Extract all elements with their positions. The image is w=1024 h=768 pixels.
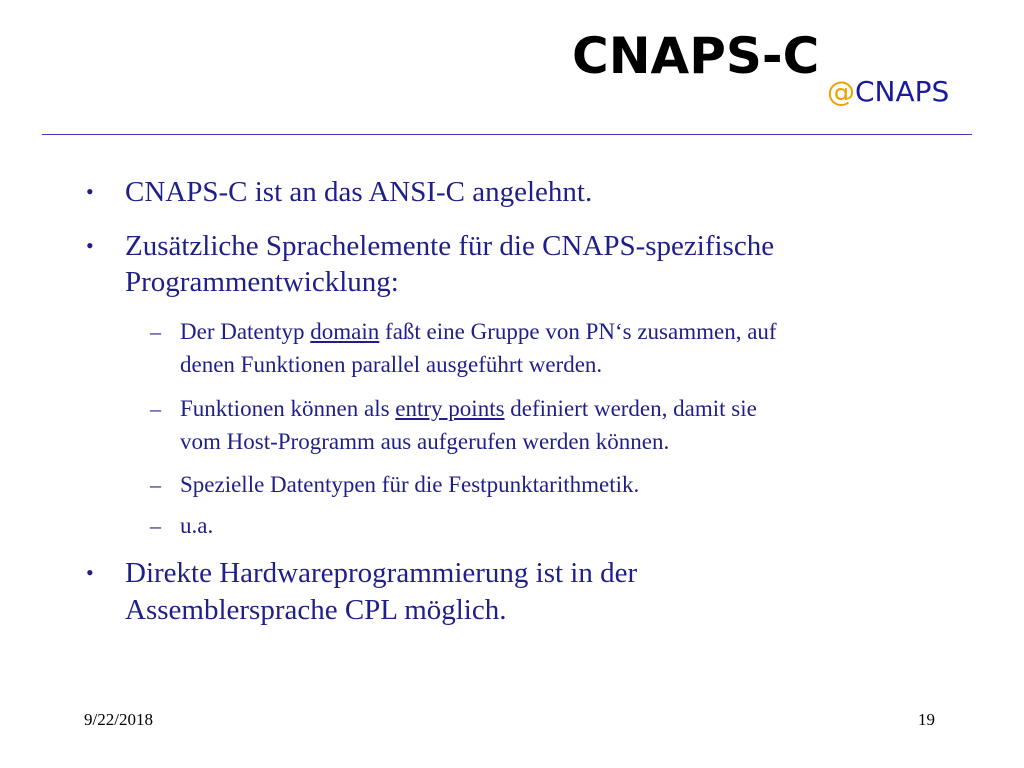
text-fragment: faßt eine Gruppe von PN‘s zusammen, auf [379, 319, 777, 344]
dash-marker: – [150, 513, 161, 538]
dash-marker: – [150, 396, 161, 421]
sub-bullet-text: u.a. [180, 513, 214, 538]
bullet-text: Assemblersprache CPL möglich. [125, 594, 507, 626]
text-fragment: Der Datentyp [180, 319, 311, 344]
footer-page-number: 19 [918, 710, 935, 729]
sub-bullet-text: vom Host-Programm aus aufgerufen werden können. [180, 429, 670, 454]
sub-bullet-text: denen Funktionen parallel ausgeführt werden. [180, 352, 603, 377]
dash-marker: – [150, 472, 161, 497]
bullet-marker: • [86, 560, 94, 585]
term-entry-points: entry points [395, 396, 505, 421]
sub-bullet-text [180, 393, 940, 424]
at-sign: @ [827, 75, 855, 108]
bullet-text: CNAPS-C ist an das ANSI-C angelehnt. [125, 176, 593, 208]
bullet-marker: • [86, 233, 94, 258]
bullet-text: Zusätzliche Sprachelemente für die CNAPS-spezifische [125, 230, 775, 262]
dash-marker: – [150, 319, 161, 344]
title-divider [42, 134, 972, 135]
slide-title-subscript [827, 75, 949, 109]
footer-date: 9/22/2018 [84, 710, 153, 729]
bullet-text: Programmentwicklung: [125, 266, 399, 298]
text-fragment: definiert werden, damit sie [504, 396, 757, 421]
text-fragment: Funktionen können als [180, 396, 396, 421]
term-domain: domain [310, 319, 380, 344]
bullet-text: Direkte Hardwareprogrammierung ist in der [125, 557, 638, 589]
sub-bullet-text [180, 316, 940, 347]
slide-title: CNAPS-C [572, 27, 820, 85]
sub-bullet-text: Spezielle Datentypen für die Festpunktarithmetik. [180, 472, 640, 497]
subscript-label: CNAPS [855, 75, 950, 108]
bullet-marker: • [86, 179, 94, 204]
